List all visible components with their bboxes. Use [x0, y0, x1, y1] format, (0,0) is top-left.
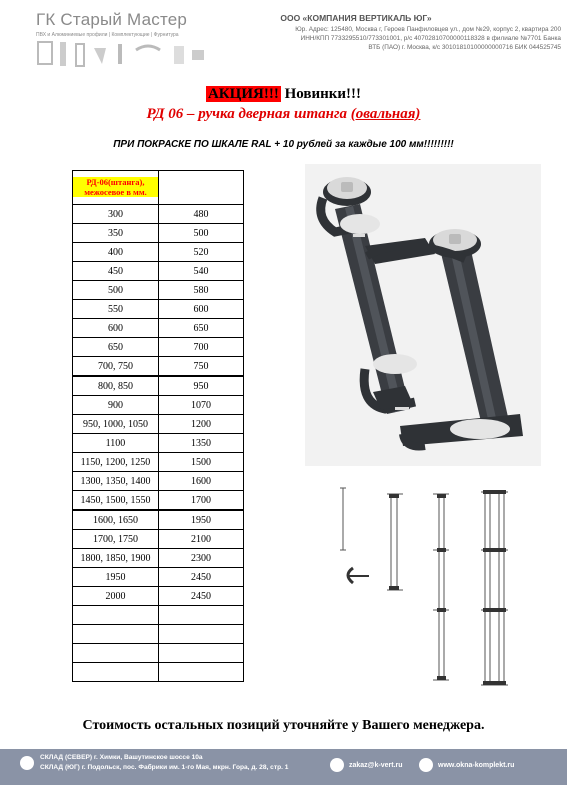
interaxial-cell: 1450, 1500, 1550 [73, 491, 159, 511]
interaxial-cell: 1950 [73, 568, 159, 587]
table-row [73, 434, 244, 453]
company-details [221, 13, 561, 52]
price-cell: 1350 [159, 434, 244, 453]
company-bank-line-2: ВТБ (ПАО) г. Москва, к/с 30101810100000000716 БИК 044525745 [368, 44, 561, 51]
interaxial-cell: 500 [73, 281, 159, 300]
interaxial-cell: 550 [73, 300, 159, 319]
interaxial-cell: 700, 750 [73, 357, 159, 377]
email-icon [330, 758, 344, 772]
table-row [73, 549, 244, 568]
table-row [73, 262, 244, 281]
table-row [73, 568, 244, 587]
price-cell: 1600 [159, 472, 244, 491]
price-table [72, 170, 244, 682]
table-row [73, 644, 244, 663]
company-bank-line-1: ИНН/КПП 7733295510/773301001, р/с 40702810700000118328 в филиале №7701 Банка [300, 35, 561, 42]
interaxial-cell: 350 [73, 224, 159, 243]
email-link[interactable]: zakaz@k-vert.ru [349, 762, 403, 769]
price-cell: 1500 [159, 453, 244, 472]
table-row [73, 376, 244, 396]
table-row [73, 663, 244, 682]
price-cell: 650 [159, 319, 244, 338]
table-row [73, 338, 244, 357]
website-link[interactable]: www.okna-komplekt.ru [438, 762, 515, 769]
table-row [73, 415, 244, 434]
interaxial-cell: 450 [73, 262, 159, 281]
header-label: РД-06(штанга), межосевое в мм. [73, 177, 158, 197]
table-header-cell [73, 171, 159, 205]
interaxial-cell: 900 [73, 396, 159, 415]
table-row [73, 606, 244, 625]
interaxial-cell [73, 625, 159, 644]
product-title [0, 106, 567, 123]
interaxial-cell: 1700, 1750 [73, 530, 159, 549]
table-row [73, 205, 244, 224]
price-cell [159, 625, 244, 644]
interaxial-cell: 1800, 1850, 1900 [73, 549, 159, 568]
table-header-row [73, 171, 244, 205]
table-row [73, 224, 244, 243]
price-cell: 600 [159, 300, 244, 319]
price-cell: 700 [159, 338, 244, 357]
interaxial-cell: 800, 850 [73, 376, 159, 396]
table-row [73, 319, 244, 338]
price-cell [159, 644, 244, 663]
globe-icon [419, 758, 433, 772]
table-row [73, 300, 244, 319]
interaxial-cell [73, 606, 159, 625]
interaxial-cell: 2000 [73, 587, 159, 606]
price-cell [159, 663, 244, 682]
table-row [73, 357, 244, 377]
product-name: РД 06 – ручка дверная штанга [146, 106, 351, 122]
interaxial-cell: 1100 [73, 434, 159, 453]
location-icon [20, 756, 34, 770]
table-row [73, 510, 244, 530]
company-address: Юр. Адрес: 125480, Москва г, Героев Панфиловцев ул., дом №29, корпус 2, квартира 200 [295, 26, 561, 33]
company-name: ООО «КОМПАНИЯ ВЕРТИКАЛЬ ЮГ» [280, 13, 432, 23]
table-row [73, 396, 244, 415]
logo-subtitle: ПВХ и Алюминиевые профили | Комплектующие | Фурнитура [36, 32, 179, 38]
price-cell: 1700 [159, 491, 244, 511]
table-row [73, 625, 244, 644]
ral-note: ПРИ ПОКРАСКЕ ПО ШКАЛЕ RAL + 10 рублей за каждые 100 мм!!!!!!!!! [113, 139, 454, 150]
price-cell: 580 [159, 281, 244, 300]
price-cell: 750 [159, 357, 244, 377]
warehouse-south: СКЛАД (ЮГ) г. Подольск, пос. Фабрики им. 1-го Мая, мкрн. Гора, д. 28, стр. 1 [40, 764, 289, 771]
interaxial-cell [73, 644, 159, 663]
promo-title [0, 86, 567, 103]
price-cell: 480 [159, 205, 244, 224]
price-cell: 2450 [159, 587, 244, 606]
table-row [73, 530, 244, 549]
promo-badge: АКЦИЯ!!! [207, 86, 279, 102]
interaxial-cell: 1300, 1350, 1400 [73, 472, 159, 491]
interaxial-cell: 1150, 1200, 1250 [73, 453, 159, 472]
warehouse-addresses [40, 753, 288, 773]
table-row [73, 491, 244, 511]
price-cell: 2300 [159, 549, 244, 568]
interaxial-cell: 950, 1000, 1050 [73, 415, 159, 434]
table-row [73, 281, 244, 300]
price-cell: 1200 [159, 415, 244, 434]
price-cell [159, 606, 244, 625]
new-label: Новинки!!! [280, 86, 362, 102]
price-cell: 520 [159, 243, 244, 262]
interaxial-cell: 600 [73, 319, 159, 338]
table-row [73, 587, 244, 606]
price-cell: 2450 [159, 568, 244, 587]
interaxial-cell: 400 [73, 243, 159, 262]
price-cell: 500 [159, 224, 244, 243]
table-row [73, 453, 244, 472]
handle-photo [305, 164, 541, 466]
footer-note: Стоимость остальных позиций уточняйте у Вашего менеджера. [82, 718, 485, 733]
price-cell: 1950 [159, 510, 244, 530]
interaxial-cell: 300 [73, 205, 159, 224]
logo-title: ГК Старый Мастер [36, 10, 188, 29]
price-cell: 1070 [159, 396, 244, 415]
price-cell: 2100 [159, 530, 244, 549]
interaxial-cell: 650 [73, 338, 159, 357]
price-cell: 540 [159, 262, 244, 281]
table-row [73, 472, 244, 491]
table-header-cell [159, 171, 244, 205]
technical-drawing [313, 480, 523, 690]
logo-product-icons [36, 40, 206, 70]
interaxial-cell [73, 663, 159, 682]
product-shape: (овальная) [350, 106, 421, 122]
table-row [73, 243, 244, 262]
price-cell: 950 [159, 376, 244, 396]
interaxial-cell: 1600, 1650 [73, 510, 159, 530]
warehouse-north: СКЛАД (СЕВЕР) г. Химки, Вашутинское шоссе 10а [40, 754, 203, 761]
